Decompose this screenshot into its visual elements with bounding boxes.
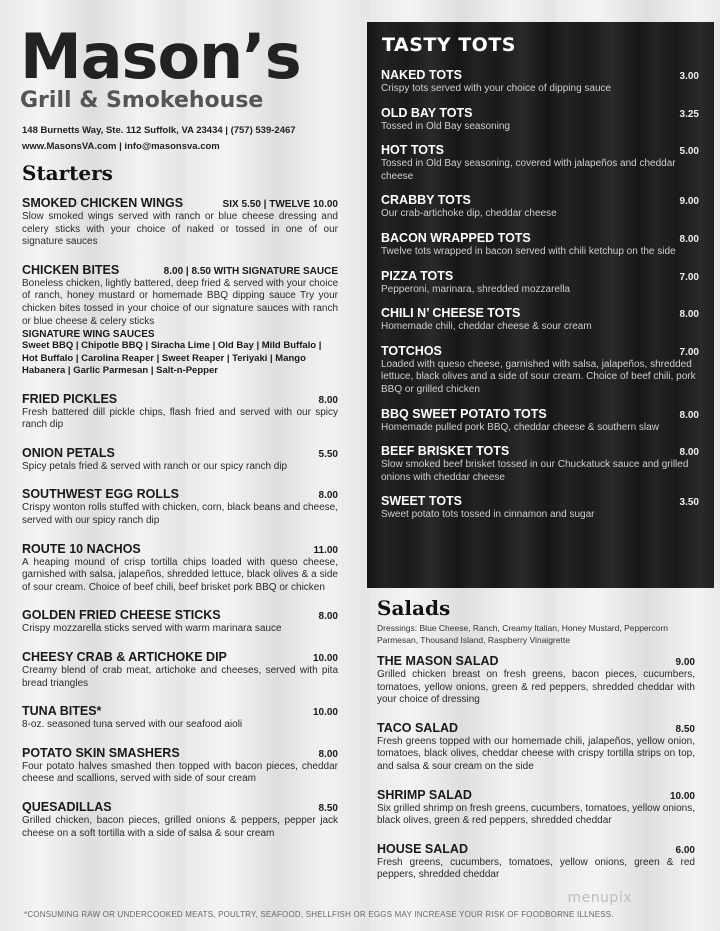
menu-item-price: 9.00 [675, 657, 695, 668]
signature-sauces-heading: SIGNATURE WING SAUCES [22, 329, 155, 341]
menu-item-name: OLD BAY TOTS [381, 105, 473, 120]
menu-item-description: Homemade chili, cheddar cheese & sour cream [381, 321, 592, 333]
menu-item-price: 8.00 [679, 309, 699, 321]
menu-item-description: Sweet potato tots tossed in cinnamon and sugar [381, 509, 595, 521]
menu-item-header [381, 444, 699, 458]
starters-heading: Starters [22, 161, 113, 185]
menu-item-name: TACO SALAD [377, 720, 459, 735]
foodborne-illness-disclaimer: *CONSUMING RAW OR UNDERCOOKED MEATS, POULTRY, SEAFOOD, SHELLFISH OR EGGS MAY INCREASE YOUR RISK OF FOODBORNE ILLNESS. [24, 910, 614, 919]
menu-item-name: ONION PETALS [22, 445, 115, 460]
menu-item [22, 263, 338, 378]
menu-item-price: 5.00 [679, 146, 699, 158]
menu-item [22, 196, 338, 249]
menu-item-header [381, 306, 699, 320]
menu-item-description: Twelve tots wrapped in bacon served with chili ketchup on the side [381, 245, 676, 257]
menu-item-name: FRIED PICKLES [22, 391, 118, 406]
menu-item-name: HOUSE SALAD [377, 841, 468, 856]
menu-item-header [381, 494, 699, 508]
menu-item-price: 7.00 [679, 271, 699, 283]
menu-item-name: HOT TOTS [381, 143, 444, 158]
menu-item-name: POTATO SKIN SMASHERS [22, 745, 180, 760]
menu-item [22, 608, 338, 636]
menu-item-description: Grilled chicken breast on fresh greens, bacon pieces, cucumbers, tomatoes, yellow onions, green & red peppers, shredded cheddar with your choice of dressing [377, 669, 695, 706]
menu-item-header [22, 650, 338, 664]
menu-item-name: QUESADILLAS [22, 799, 112, 814]
salads-heading: Salads [377, 596, 451, 620]
menu-item-name: BBQ SWEET POTATO TOTS [381, 406, 547, 421]
menu-item-name: SHRIMP SALAD [377, 787, 472, 802]
menu-item-header [22, 704, 338, 718]
address-phone: 148 Burnetts Way, Ste. 112 Suffolk, VA 23434 | (757) 539-2467 [22, 125, 296, 136]
menu-item-price: 8.00 [679, 447, 699, 459]
restaurant-logo [20, 20, 301, 114]
tasty-tots-panel [367, 22, 714, 588]
menu-item-header [381, 143, 699, 157]
menu-item-header [377, 788, 695, 802]
menu-item-header [22, 392, 338, 406]
menu-item-header [22, 608, 338, 622]
menu-item [22, 487, 338, 527]
menu-item-description: A heaping mound of crisp tortilla chips loaded with queso cheese, garnished with salsa, jalapeños, shredded lettuce, black olives & a side of sour cream. Choice of beef chili, beef brisket pork BBQ or chicken [22, 556, 338, 593]
salads-list [377, 654, 695, 882]
menu-item-description: Boneless chicken, lightly battered, deep fried & served with your choice of ranch, honey mustard or homemade BBQ dipping sauce Try your chicken bites tossed in your choice of our signature sauces with ranch or blue cheese & celery sticks [22, 277, 338, 327]
menu-item-header [381, 269, 699, 283]
menu-item-description: Spicy petals fried & served with ranch or our spicy ranch dip [22, 460, 288, 472]
menu-item-price: 10.00 [669, 790, 695, 802]
menu-item-header [22, 746, 338, 760]
menu-item [381, 68, 699, 96]
menu-item-name: CHEESY CRAB & ARTICHOKE DIP [22, 650, 227, 664]
menu-item-description: Tossed in Old Bay seasoning, covered with jalapeños and cheddar cheese [381, 158, 676, 182]
menu-item-header [22, 446, 338, 460]
menu-item-price: 8.50 [318, 802, 338, 814]
starters-list [22, 196, 338, 854]
menu-item [381, 407, 699, 435]
menu-item-name: NAKED TOTS [381, 68, 463, 82]
menu-item [381, 494, 699, 522]
menu-item-header [381, 407, 699, 421]
menu-item-description: Four potato halves smashed then topped with bacon pieces, cheddar cheese and scallions, served with side of sour cream [22, 760, 338, 785]
menu-item [22, 746, 338, 786]
menu-item-header [22, 196, 338, 210]
menu-item [22, 704, 338, 732]
menu-item-header [381, 231, 699, 245]
menu-item-header [22, 800, 338, 814]
menu-item-header [22, 263, 338, 277]
menu-item [381, 269, 699, 297]
menu-item-description: Slow smoked beef brisket tossed in our Chuckatuck sauce and grilled onions with cheddar cheese [381, 459, 689, 483]
menu-item [381, 231, 699, 259]
menu-item-header [22, 487, 338, 501]
menu-item-name: BEEF BRISKET TOTS [381, 444, 510, 459]
menu-item [22, 542, 338, 595]
menu-item-price: 8.00 [679, 409, 699, 421]
menu-item [22, 650, 338, 690]
menu-item-price: 3.00 [679, 71, 699, 82]
menu-item-price: 11.00 [313, 544, 338, 556]
menu-item-header [377, 842, 695, 856]
menu-item-header [381, 68, 699, 82]
menu-item-description: Fresh greens topped with our homemade chili, jalapeños, yellow onion, tomatoes, black olives, cheddar cheese with crispy tortilla strips on top, and salsa & sour cream on the side [377, 735, 695, 772]
menu-item-description: Fresh battered dill pickle chips, flash fried and served with our spicy ranch dip [22, 406, 338, 431]
menu-item [377, 654, 695, 707]
menu-item-header [381, 106, 699, 120]
menu-item-name: CRABBY TOTS [381, 193, 471, 208]
menu-item-name: SWEET TOTS [381, 494, 463, 509]
menu-item-price: 3.25 [679, 108, 699, 120]
menu-item-description: Crispy wonton rolls stuffed with chicken, corn, black beans and cheese, served with our spicy ranch dip [22, 502, 338, 527]
menu-item-price: 8.00 [318, 748, 338, 760]
menu-item-header [381, 193, 699, 207]
menu-item [22, 800, 338, 840]
menu-item-price: 6.00 [675, 844, 695, 856]
tots-list [381, 68, 699, 532]
menu-item [377, 788, 695, 828]
menu-item [381, 344, 699, 397]
watermark: menupix [567, 890, 632, 906]
menu-item-name: SMOKED CHICKEN WINGS [22, 196, 184, 210]
logo-title: Mason’s [20, 20, 301, 93]
menu-item-description: Loaded with queso cheese, garnished with salsa, jalapeños, shredded lettuce, black olives and a side of sour cream. Choice of beef chili, pork BBQ or grilled chicken [381, 358, 696, 395]
menu-item-price: 8.00 [318, 394, 338, 406]
menu-item-description: Our crab-artichoke dip, cheddar cheese [381, 208, 557, 220]
menu-item-name: SOUTHWEST EGG ROLLS [22, 487, 179, 502]
menu-item-name: THE MASON SALAD [377, 654, 499, 668]
dressings-list: Dressings: Blue Cheese, Ranch, Creamy Italian, Honey Mustard, Peppercorn Parmesan, Thousand Island, Raspberry Vinaigrette [377, 623, 669, 645]
website-email: www.MasonsVA.com | info@masonsva.com [22, 141, 220, 152]
salads-section [377, 622, 695, 896]
menu-item-price: 10.00 [312, 707, 338, 719]
menu-item-name: CHILI N’ CHEESE TOTS [381, 306, 521, 321]
menu-item [381, 193, 699, 221]
menu-item-description: Crispy tots served with your choice of dipping sauce [381, 83, 612, 94]
menu-item-price: SIX 5.50 | TWELVE 10.00 [222, 199, 338, 210]
logo-subtitle: Grill & Smokehouse [20, 88, 264, 113]
menu-item-name: GOLDEN FRIED CHEESE STICKS [22, 608, 221, 623]
menu-item-description: Homemade pulled pork BBQ, cheddar cheese & southern slaw [381, 421, 659, 433]
menu-item [377, 721, 695, 774]
menu-item-price: 5.50 [318, 448, 338, 460]
menu-item-description: Tossed in Old Bay seasoning [381, 120, 510, 132]
menu-item [381, 306, 699, 334]
menu-item-name: BACON WRAPPED TOTS [381, 230, 531, 245]
menu-item-description: Grilled chicken, bacon pieces, grilled onions & peppers, pepper jack cheese on a soft tortilla with a side of salsa & sour cream [22, 814, 338, 839]
menu-item-price: 8.00 [679, 233, 699, 245]
menu-item-name: ROUTE 10 NACHOS [22, 541, 141, 556]
menu-item-header [381, 344, 699, 358]
menu-item-price: 8.50 [675, 723, 695, 735]
menu-item-name: PIZZA TOTS [381, 268, 454, 283]
menu-item-price: 8.00 [318, 490, 338, 502]
menu-item [377, 842, 695, 882]
menu-item [381, 106, 699, 134]
menu-item-description: Fresh greens, cucumbers, tomatoes, yellow onions, green & red peppers, shredded cheddar [377, 856, 695, 881]
menu-item-header [377, 654, 695, 668]
tasty-tots-heading: TASTY TOTS [382, 34, 516, 56]
menu-item-description: Crispy mozzarella sticks served with warm marinara sauce [22, 623, 282, 635]
menu-item-header [22, 542, 338, 556]
menu-item-description: Pepperoni, marinara, shredded mozzarella [381, 283, 570, 295]
menu-item-header [377, 721, 695, 735]
menu-item-description: 8-oz. seasoned tuna served with our seafood aioli [22, 719, 243, 731]
menu-item-price: 9.00 [679, 196, 699, 208]
menu-item-price: 8.00 [318, 611, 338, 623]
menu-item-description: Six grilled shrimp on fresh greens, cucumbers, tomatoes, yellow onions, black olives, green & red peppers, shredded cheddar [377, 802, 695, 827]
menu-item [22, 392, 338, 432]
menu-item [381, 444, 699, 484]
menu-item-name: CHICKEN BITES [22, 262, 120, 277]
menu-item-price: 3.50 [679, 497, 699, 509]
menu-item-name: TUNA BITES* [22, 704, 102, 719]
menu-item-price: 10.00 [312, 653, 338, 664]
menu-item [22, 446, 338, 474]
menu-item-price: 7.00 [679, 346, 699, 358]
menu-item-name: TOTCHOS [381, 343, 442, 358]
menu-item-price: 8.00 | 8.50 WITH SIGNATURE SAUCE [163, 265, 338, 277]
menu-item-description: Creamy blend of crab meat, artichoke and cheeses, served with pita bread triangles [22, 665, 338, 689]
signature-sauces-list: Sweet BBQ | Chipotle BBQ | Siracha Lime | Old Bay | Mild Buffalo | Hot Buffalo | Carolina Reaper | Sweet Reaper | Teriyaki | Mango Habanera | Garlic Parmesan | Salt-n-Pepper [22, 340, 322, 377]
menu-item-description: Slow smoked wings served with ranch or blue cheese dressing and celery sticks with your choice of naked or tossed in one of our signature sauces [22, 211, 338, 248]
menu-item [381, 143, 699, 183]
